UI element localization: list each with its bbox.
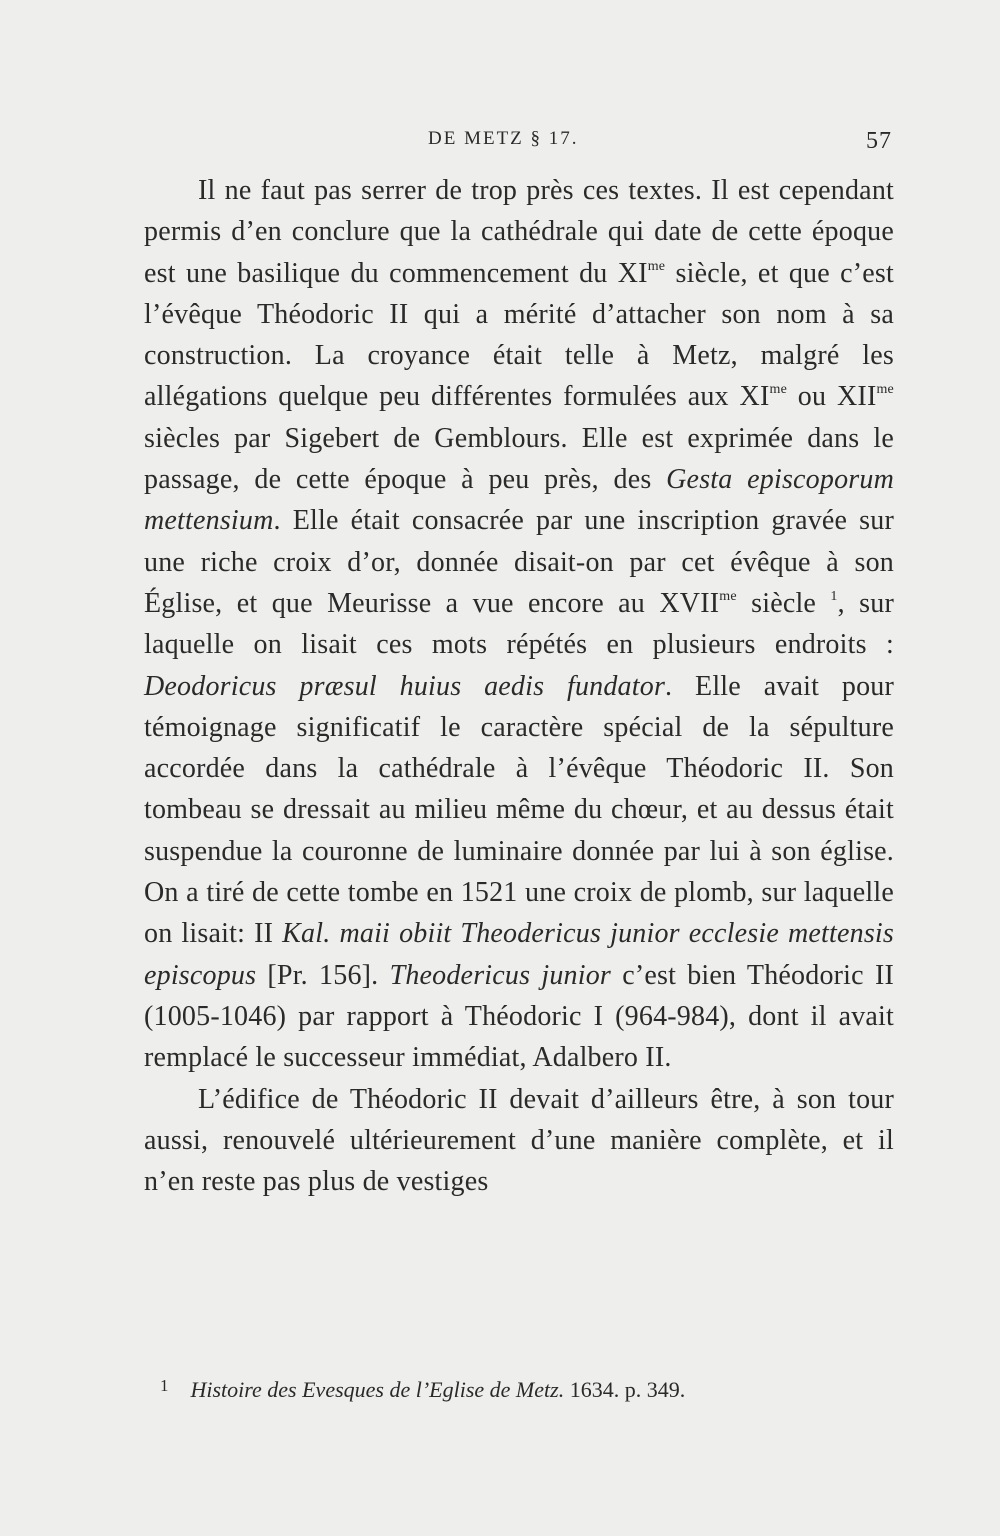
page-number: 57 — [866, 128, 892, 154]
text-run: , sur laquelle on lisait ces mots répétés en plusieurs endroits : — [144, 587, 894, 661]
footnote-title: Histoire des Evesques de l’Eglise de Metz. — [190, 1377, 565, 1402]
text-run: . Elle avait pour témoignage significatif le caractère spécial de la sépulture accordée dans la cathédrale à l’évêque Théodoric II. Son tombeau se dressait au milieu même du chœur, et au dessus était suspendue la couronne de luminaire donnée par lui à son église. On a tiré de cette tombe en 1521 une croix de plomb, sur laquelle on lisait: II — [144, 670, 895, 950]
text-run: c’est bien Théodoric II (1005-1046) par rapport à Théodoric I (964-984), dont il avait remplacé le successeur immédiat, Adalbero II. — [144, 959, 894, 1074]
paragraph-2 — [144, 1079, 894, 1203]
footnote — [160, 1370, 880, 1406]
superscript: me — [876, 382, 894, 398]
text-run: ou XII — [787, 381, 877, 413]
text-run: Il ne faut pas serrer de trop près ces textes. Il est cependant permis d’en conclure que la cathédrale qui date de cette époque est une basilique du commencement du XI — [144, 175, 894, 289]
text-run: siècle, et que c’est l’évêque Théodoric II qui a mérité d’attacher son nom à sa construction. La croyance était telle à Metz, malgré les allégations quelque peu différentes formulées aux XI — [144, 257, 894, 413]
italic-phrase: Kal. maii obiit Theodericus junior ecclesie mettensis episcopus — [144, 918, 895, 991]
footnote-mark: 1 — [160, 1376, 169, 1395]
superscript: me — [647, 258, 666, 274]
italic-phrase: Theodericus junior — [389, 959, 612, 991]
text-run: L’édifice de Théodoric II devait d’ailleurs être, à son tour aussi, renouvelé ultérieurement d’une manière complète, et il n’en reste pas plus de vestiges — [144, 1083, 894, 1198]
italic-phrase: Deodoricus præsul huius aedis fundator — [144, 670, 666, 702]
body-text — [144, 170, 894, 1202]
superscript: 1 — [830, 588, 838, 604]
text-run: . Elle était consacrée par une inscription gravée sur une riche croix d’or, donnée disait-on par cet évêque à son Église, et que Meurisse a vue encore au XVII — [144, 505, 894, 619]
superscript: me — [719, 588, 737, 604]
text-run: siècle — [736, 587, 831, 619]
italic-phrase: Gesta episcoporum mettensium — [144, 464, 895, 537]
running-head — [0, 128, 1000, 158]
superscript: me — [769, 382, 787, 398]
text-run: siècles par Sigebert de Gemblours. Elle est exprimée dans le passage, de cette époque à peu près, des — [144, 422, 894, 496]
paragraph-1 — [144, 170, 894, 1079]
footnote-details: 1634. p. 349. — [564, 1377, 686, 1402]
text-run: [Pr. 156]. — [256, 959, 390, 991]
running-title: DE METZ § 17. — [428, 128, 579, 149]
